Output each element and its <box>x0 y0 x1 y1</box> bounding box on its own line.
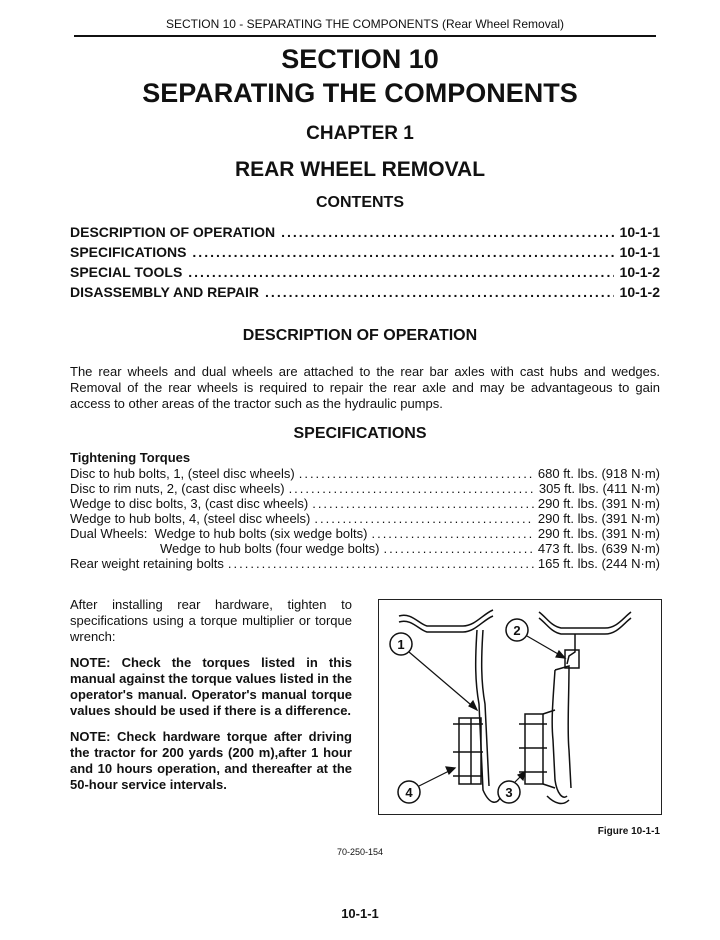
spec-value: 290 ft. lbs. (391 N·m) <box>537 526 660 541</box>
callout-2-label: 2 <box>513 623 521 638</box>
spec-row <box>70 496 660 511</box>
chapter-label: CHAPTER 1 <box>306 123 414 144</box>
spec-leader <box>371 526 533 541</box>
spec-label: Disc to rim nuts, 2, (cast disc wheels) <box>70 481 285 496</box>
spec-label: Disc to hub bolts, 1, (steel disc wheels) <box>70 466 295 481</box>
spec-leader <box>383 541 533 556</box>
instruction-paragraph: After installing rear hardware, tighten to specifications using a torque multiplier or torque wrench: <box>70 597 352 644</box>
toc-entry[interactable] <box>70 224 660 244</box>
instructions-column <box>70 597 352 803</box>
spec-value: 305 ft. lbs. (411 N·m) <box>538 481 660 496</box>
spec-label: Rear weight retaining bolts <box>70 556 224 571</box>
spec-label: Wedge to hub bolts (four wedge bolts) <box>160 541 380 556</box>
spec-row <box>70 526 660 541</box>
callout-4-label: 4 <box>405 785 413 800</box>
toc-leader <box>192 244 613 260</box>
spec-leader <box>299 466 534 481</box>
toc-entry-page: 10-1-1 <box>619 244 660 260</box>
page-number: 10-1-1 <box>341 906 379 921</box>
spec-label: Dual Wheels: Wedge to hub bolts (six wedge bolts) <box>70 526 368 541</box>
toc-entry[interactable] <box>70 284 660 304</box>
spec-label: Wedge to hub bolts, 4, (steel disc wheels) <box>70 511 311 526</box>
callout-1-leader <box>409 652 477 710</box>
spec-label: Wedge to disc bolts, 3, (cast disc wheels) <box>70 496 309 511</box>
spec-leader <box>314 511 534 526</box>
figure-caption: Figure 10-1-1 <box>597 826 660 837</box>
callout-3-label: 3 <box>505 785 513 800</box>
section-title: SECTION 10 <box>281 44 439 74</box>
spec-leader <box>228 556 534 571</box>
spec-value: 473 ft. lbs. (639 N·m) <box>537 541 660 556</box>
specifications-list <box>70 450 660 571</box>
toc-entry-title: SPECIFICATIONS <box>70 244 187 260</box>
chapter-title: REAR WHEEL REMOVAL <box>234 158 486 181</box>
figure-reference-number: 70-250-154 <box>336 847 384 857</box>
description-paragraph: The rear wheels and dual wheels are attached to the rear bar axles with cast hubs and wedges. Removal of the rear wheels is required to repair the rear axle and may be advantageous to gain access to other areas of the tractor such as the hydraulic pumps. <box>70 364 660 411</box>
spec-value: 680 ft. lbs. (918 N·m) <box>537 466 660 481</box>
toc-leader <box>265 284 613 300</box>
toc-entry-page: 10-1-2 <box>619 284 660 300</box>
spec-value: 290 ft. lbs. (391 N·m) <box>537 496 660 511</box>
note-recheck-torque: NOTE: Check hardware torque after driving the tractor for 200 yards (200 m),after 1 hour and 10 hours operation, and thereafter at the 50-hour service intervals. <box>70 729 352 792</box>
specifications-heading: SPECIFICATIONS <box>293 425 427 442</box>
toc-entry-title: SPECIAL TOOLS <box>70 264 183 280</box>
spec-row <box>70 556 660 571</box>
spec-row <box>70 481 660 496</box>
table-of-contents <box>70 224 660 304</box>
callout-1-label: 1 <box>397 637 405 652</box>
contents-heading: CONTENTS <box>316 194 404 211</box>
toc-leader <box>281 224 613 240</box>
spec-row <box>70 541 660 556</box>
toc-entry-title: DISASSEMBLY AND REPAIR <box>70 284 260 300</box>
toc-entry-page: 10-1-2 <box>619 264 660 280</box>
figure-rear-wheel-hardware <box>378 599 662 815</box>
rear-wheel-illustration <box>379 600 661 814</box>
toc-entry[interactable] <box>70 264 660 284</box>
spec-row <box>70 466 660 481</box>
tightening-torques-subheading: Tightening Torques <box>70 450 191 465</box>
toc-entry[interactable] <box>70 244 660 264</box>
toc-entry-page: 10-1-1 <box>619 224 660 240</box>
toc-leader <box>188 264 613 280</box>
spec-row <box>70 511 660 526</box>
section-subtitle: SEPARATING THE COMPONENTS <box>142 78 578 108</box>
spec-leader <box>312 496 534 511</box>
spec-value: 290 ft. lbs. (391 N·m) <box>537 511 660 526</box>
description-heading: DESCRIPTION OF OPERATION <box>242 327 478 344</box>
note-torque-comparison: NOTE: Check the torques listed in this manual against the torque values listed in the operator's manual. Operator's manual torque values should be used if there is a difference. <box>70 655 352 718</box>
spec-leader <box>289 481 535 496</box>
running-header: SECTION 10 - SEPARATING THE COMPONENTS (Rear Wheel Removal) <box>74 17 656 37</box>
toc-entry-title: DESCRIPTION OF OPERATION <box>70 224 276 240</box>
spec-value: 165 ft. lbs. (244 N·m) <box>537 556 660 571</box>
